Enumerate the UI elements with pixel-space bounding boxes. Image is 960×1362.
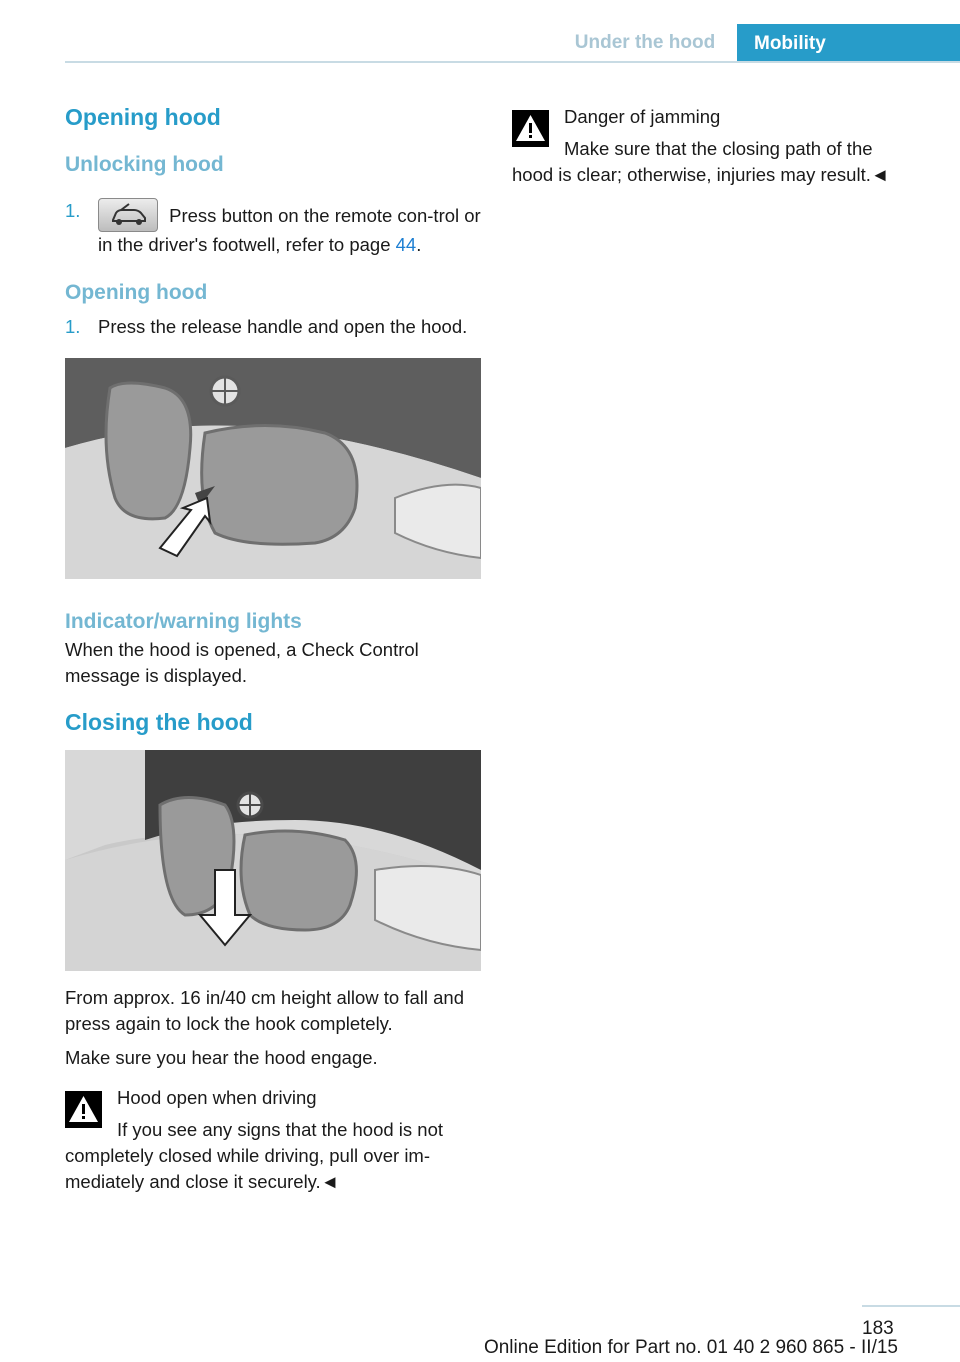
hood-closing-figure <box>65 750 481 971</box>
warning-body-first: Make sure that the closing path of the <box>564 138 873 159</box>
left-column <box>65 100 481 1195</box>
warning-body-first: If you see any signs that the hood is not <box>117 1119 444 1140</box>
closing-text-2: Make sure you hear the hood engage. <box>65 1047 378 1068</box>
unlocking-step-end: . <box>416 234 422 255</box>
footer-rule <box>862 1305 960 1307</box>
hood-release-figure <box>65 358 481 579</box>
unlocking-step-text: Press button on the remote con-trol or in the driver's footwell, refer to page <box>98 205 481 255</box>
right-column <box>512 100 912 188</box>
page-number: 183 <box>862 1318 894 1339</box>
warning-body-rest: hood is clear; otherwise, injuries may result.◄ <box>512 164 890 185</box>
edition-footer: Online Edition for Part no. 01 40 2 960 865 - II/15 <box>483 1337 898 1358</box>
page-title: Opening hood <box>65 104 221 130</box>
unlocking-step <box>65 198 481 258</box>
remote-hood-button-icon <box>98 198 158 232</box>
header-rule <box>65 61 960 63</box>
step-number: 1. <box>65 200 81 221</box>
warning-hood-open <box>65 1085 481 1195</box>
opening-heading: Opening hood <box>65 281 208 304</box>
indicator-text: When the hood is opened, a Check Control message is displayed. <box>65 639 419 686</box>
unlocking-heading: Unlocking hood <box>65 153 224 176</box>
warning-body-rest: completely closed while driving, pull over im-mediately and close it securely.◄ <box>65 1145 431 1192</box>
opening-step <box>65 314 481 340</box>
header-section-tab: Under the hood <box>574 31 716 53</box>
header-chapter-tab: Mobility <box>737 24 960 63</box>
warning-title: Danger of jamming <box>564 106 721 127</box>
closing-heading: Closing the hood <box>65 709 253 735</box>
warning-triangle-icon <box>512 110 549 147</box>
step-number: 1. <box>65 316 81 337</box>
warning-jamming <box>512 104 912 188</box>
opening-step-text: Press the release handle and open the hood. <box>98 316 468 337</box>
indicator-heading: Indicator/warning lights <box>65 610 302 633</box>
closing-text-1: From approx. 16 in/40 cm height allow to fall and press again to lock the hook completely. <box>65 987 464 1034</box>
warning-triangle-icon <box>65 1091 102 1128</box>
page-link[interactable]: 44 <box>395 234 417 255</box>
warning-title: Hood open when driving <box>117 1087 317 1108</box>
